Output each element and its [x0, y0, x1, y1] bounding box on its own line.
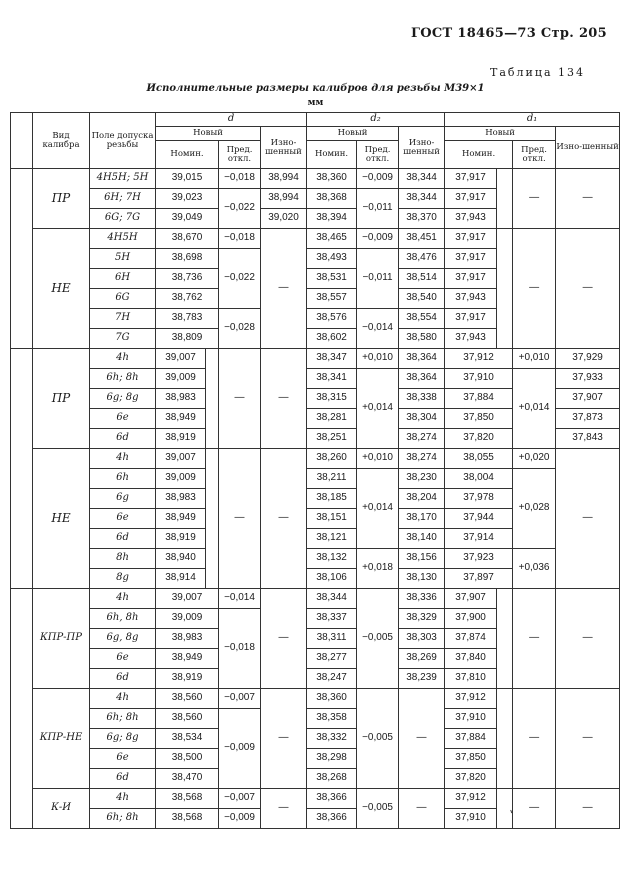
head-pole: Поле допуска резьбы — [90, 113, 156, 169]
cell: 39,023 — [156, 189, 219, 209]
field: 6G; 7G — [90, 209, 156, 229]
cell: −0,009 — [357, 229, 399, 249]
cell: 38,783 — [156, 309, 219, 329]
cell: — — [513, 589, 556, 689]
head-d1-worn: Изно-шенный — [556, 127, 620, 169]
cell: 39,015 — [156, 169, 219, 189]
field: 4H5H — [90, 229, 156, 249]
cell: 37,820 — [445, 769, 497, 789]
cell: 38,347 — [307, 349, 357, 369]
cell: 38,762 — [156, 289, 219, 309]
cell: — — [261, 349, 307, 449]
table-row — [11, 789, 620, 809]
cell: 38,514 — [399, 269, 445, 289]
field: 6g; 8g — [90, 729, 156, 749]
table-row — [11, 169, 620, 189]
cell: 38,366 — [307, 789, 357, 809]
field: 4h — [90, 449, 156, 469]
table-row — [11, 469, 620, 489]
dimensions-table — [10, 112, 620, 829]
cell: 37,843 — [556, 429, 620, 449]
cell: 37,917 — [445, 229, 497, 249]
cell: 38,809 — [156, 329, 219, 349]
cell: −0,005 — [357, 589, 399, 689]
cell: 37,912 — [445, 349, 513, 369]
cell: 39,009 — [156, 469, 206, 489]
cell: −0,007 — [219, 789, 261, 809]
cell: 38,949 — [156, 649, 219, 669]
cell: 38,269 — [399, 649, 445, 669]
field: 6H — [90, 269, 156, 289]
cell: 38,360 — [307, 169, 357, 189]
cell: 38,004 — [445, 469, 513, 489]
cell: 37,850 — [445, 749, 497, 769]
cell: 38,140 — [399, 529, 445, 549]
cell: 38,568 — [156, 809, 219, 829]
cell: 38,251 — [307, 429, 357, 449]
cell: — — [556, 449, 620, 589]
cell: 38,358 — [307, 709, 357, 729]
cell: 38,185 — [307, 489, 357, 509]
cell: — — [513, 229, 556, 349]
cell: 37,910 — [445, 709, 497, 729]
page-header: ГОСТ 18465—73 Стр. 205 — [411, 26, 607, 41]
cell: 38,540 — [399, 289, 445, 309]
cell: 38,274 — [399, 429, 445, 449]
cell: 39,009 — [156, 369, 206, 389]
cell: 38,451 — [399, 229, 445, 249]
field: 4H5H; 5H — [90, 169, 156, 189]
cell: 38,554 — [399, 309, 445, 329]
cell: — — [261, 589, 307, 689]
cell: 37,917 — [445, 189, 497, 209]
cell: — — [219, 349, 261, 449]
kind-kpr-pr: КПР-ПР — [33, 589, 90, 689]
cell: 38,303 — [399, 629, 445, 649]
cell: 38,338 — [399, 389, 445, 409]
cell: 38,360 — [307, 689, 357, 709]
head-d1-nom: Номин. — [445, 141, 513, 169]
cell: 38,344 — [399, 169, 445, 189]
cell: 38,364 — [399, 349, 445, 369]
cell: 37,910 — [445, 369, 513, 389]
cell: 37,874 — [445, 629, 497, 649]
cell: 38,493 — [307, 249, 357, 269]
kind-k-i: К-И — [33, 789, 90, 829]
cell: 38,983 — [156, 389, 206, 409]
cell: 38,132 — [307, 549, 357, 569]
cell: 38,580 — [399, 329, 445, 349]
cell: — — [219, 449, 261, 589]
cell: 38,919 — [156, 529, 206, 549]
cell: −0,018 — [219, 229, 261, 249]
cell: −0,009 — [357, 169, 399, 189]
table-row — [11, 589, 620, 609]
cell: 38,560 — [156, 709, 219, 729]
cell: 37,917 — [445, 169, 497, 189]
cell: 38,156 — [399, 549, 445, 569]
cell: 37,914 — [445, 529, 513, 549]
head-d2: d₂ — [307, 113, 445, 127]
cell: — — [261, 689, 307, 789]
field: 6h; 8h — [90, 709, 156, 729]
cell: 37,912 — [445, 689, 497, 709]
table-header — [11, 113, 620, 169]
cell: — — [399, 789, 445, 829]
cell: 38,230 — [399, 469, 445, 489]
table-row — [11, 229, 620, 249]
cell: 38,204 — [399, 489, 445, 509]
cell: 38,914 — [156, 569, 206, 589]
cell: 37,907 — [556, 389, 620, 409]
cell: 38,949 — [156, 509, 206, 529]
cell: 38,531 — [307, 269, 357, 289]
kind-ne: НЕ — [33, 229, 90, 349]
cell: 38,329 — [399, 609, 445, 629]
field: 6d — [90, 429, 156, 449]
table-title: Исполнительные размеры калибров для резьбы М39×1 — [146, 83, 485, 94]
field: 4h — [90, 349, 156, 369]
cell: 38,311 — [307, 629, 357, 649]
field: 6d — [90, 769, 156, 789]
cell: 38,366 — [307, 809, 357, 829]
cell: 38,983 — [156, 629, 219, 649]
cell: −0,007 — [219, 689, 261, 709]
cell: 37,912 — [445, 789, 497, 809]
cell: 38,268 — [307, 769, 357, 789]
cell: — — [556, 689, 620, 789]
cell: 38,560 — [156, 689, 219, 709]
cell: 38,394 — [307, 209, 357, 229]
cell: 38,476 — [399, 249, 445, 269]
cell: 37,943 — [445, 289, 497, 309]
cell: 37,873 — [556, 409, 620, 429]
cell: — — [399, 689, 445, 789]
field: 6g — [90, 489, 156, 509]
cell: 37,929 — [556, 349, 620, 369]
cell: 38,341 — [307, 369, 357, 389]
cell: 38,170 — [399, 509, 445, 529]
cell: 38,698 — [156, 249, 219, 269]
kind-pr: ПР — [33, 169, 90, 229]
cell: 38,106 — [307, 569, 357, 589]
cell: 38,994 — [261, 189, 307, 209]
head-d2-nom: Номин. — [307, 141, 357, 169]
cell: 37,897 — [445, 569, 513, 589]
cell: 38,370 — [399, 209, 445, 229]
cell: 37,884 — [445, 729, 497, 749]
cell: — — [513, 689, 556, 789]
note-ne-bolee: не более — [510, 790, 513, 827]
cell: 39,009 — [156, 609, 219, 629]
cell: 37,944 — [445, 509, 513, 529]
field: 6h; 8h — [90, 809, 156, 829]
cell: −0,011 — [357, 249, 399, 309]
table-row — [11, 349, 620, 369]
cell: 38,121 — [307, 529, 357, 549]
table-row — [11, 369, 620, 389]
cell: — — [556, 589, 620, 689]
cell: +0,014 — [357, 369, 399, 449]
cell: −0,028 — [219, 309, 261, 349]
cell: 38,304 — [399, 409, 445, 429]
head-d2-new: Новый — [307, 127, 399, 141]
kind-pr-ring: ПР — [33, 349, 90, 449]
cell: 38,500 — [156, 749, 219, 769]
cell: −0,009 — [219, 809, 261, 829]
table-units: мм — [307, 98, 324, 108]
cell: −0,011 — [357, 189, 399, 229]
cell: −0,018 — [219, 609, 261, 689]
cell: 38,940 — [156, 549, 206, 569]
cell: 37,917 — [445, 269, 497, 289]
field: 6G — [90, 289, 156, 309]
cell: 38,736 — [156, 269, 219, 289]
cell: 38,337 — [307, 609, 357, 629]
cell: +0,010 — [357, 349, 399, 369]
cell: 38,055 — [445, 449, 513, 469]
cell: 37,943 — [445, 329, 497, 349]
field: 6g, 8g — [90, 629, 156, 649]
cell: −0,005 — [357, 789, 399, 829]
field: 6g; 8g — [90, 389, 156, 409]
cell: 38,315 — [307, 389, 357, 409]
head-d2-worn: Изно-шенный — [399, 127, 445, 169]
cell: 39,007 — [156, 589, 219, 609]
field: 8g — [90, 569, 156, 589]
head-d1-new: Новый — [445, 127, 556, 141]
cell: 37,820 — [445, 429, 513, 449]
table-number: Таблица 134 — [490, 66, 585, 79]
cell: 38,151 — [307, 509, 357, 529]
table-row — [11, 449, 620, 469]
cell: — — [556, 229, 620, 349]
head-d1-pred: Пред. откл. — [513, 141, 556, 169]
head-d-pred: Пред. откл. — [219, 141, 261, 169]
cell: −0,018 — [219, 169, 261, 189]
table-row — [11, 689, 620, 709]
cell: +0,036 — [513, 549, 556, 589]
cell: — — [556, 169, 620, 229]
head-d1: d₁ — [445, 113, 620, 127]
cell: 38,534 — [156, 729, 219, 749]
cell: — — [261, 449, 307, 589]
cell: 38,602 — [307, 329, 357, 349]
cell: 38,470 — [156, 769, 219, 789]
field: 6e — [90, 509, 156, 529]
cell: −0,005 — [357, 689, 399, 789]
cell: 38,298 — [307, 749, 357, 769]
field: 6h — [90, 469, 156, 489]
head-d-worn: Изно-шенный — [261, 127, 307, 169]
cell: — — [556, 789, 620, 829]
cell: 38,364 — [399, 369, 445, 389]
field: 6e — [90, 649, 156, 669]
cell: 39,020 — [261, 209, 307, 229]
cell: 38,568 — [156, 789, 219, 809]
cell: — — [261, 229, 307, 349]
cell: 38,281 — [307, 409, 357, 429]
cell: 38,277 — [307, 649, 357, 669]
cell: 38,949 — [156, 409, 206, 429]
field: 6h, 8h — [90, 609, 156, 629]
cell: 38,368 — [307, 189, 357, 209]
cell: −0,022 — [219, 189, 261, 229]
cell: 38,994 — [261, 169, 307, 189]
head-d2-pred: Пред. откл. — [357, 141, 399, 169]
cell: 37,900 — [445, 609, 497, 629]
field: 4h — [90, 589, 156, 609]
cell: 37,850 — [445, 409, 513, 429]
cell: 37,910 — [445, 809, 497, 829]
cell: 38,344 — [307, 589, 357, 609]
cell: −0,014 — [219, 589, 261, 609]
cell: +0,028 — [513, 469, 556, 549]
table-row — [11, 549, 620, 569]
cell: +0,020 — [513, 449, 556, 469]
cell: — — [513, 169, 556, 229]
cell: 37,884 — [445, 389, 513, 409]
cell: 37,840 — [445, 649, 497, 669]
cell: — — [261, 789, 307, 829]
cell: 37,923 — [445, 549, 513, 569]
cell: 38,239 — [399, 669, 445, 689]
cell: 39,049 — [156, 209, 219, 229]
cell: 38,557 — [307, 289, 357, 309]
cell: 37,917 — [445, 249, 497, 269]
cell: +0,010 — [357, 449, 399, 469]
field: 8h — [90, 549, 156, 569]
cell: 39,007 — [156, 449, 206, 469]
field: 4h — [90, 789, 156, 809]
cell: 38,336 — [399, 589, 445, 609]
cell: 38,670 — [156, 229, 219, 249]
cell: 39,007 — [156, 349, 206, 369]
cell: 37,917 — [445, 309, 497, 329]
cell: 37,907 — [445, 589, 497, 609]
field: 4h — [90, 689, 156, 709]
cell: +0,014 — [513, 369, 556, 449]
head-d-new: Новый — [156, 127, 261, 141]
field: 6e — [90, 409, 156, 429]
head-d-nom: Номин. — [156, 141, 219, 169]
cell: 38,344 — [399, 189, 445, 209]
cell: 37,978 — [445, 489, 513, 509]
cell: +0,014 — [357, 469, 399, 549]
kind-ne-ring: НЕ — [33, 449, 90, 589]
cell: 38,465 — [307, 229, 357, 249]
field: 7H — [90, 309, 156, 329]
field: 7G — [90, 329, 156, 349]
cell: 38,919 — [156, 669, 219, 689]
cell: −0,022 — [219, 249, 261, 309]
cell: 38,130 — [399, 569, 445, 589]
cell: 37,943 — [445, 209, 497, 229]
cell: 37,810 — [445, 669, 497, 689]
cell: 38,274 — [399, 449, 445, 469]
cell: −0,014 — [357, 309, 399, 349]
cell: 38,211 — [307, 469, 357, 489]
cell: +0,018 — [357, 549, 399, 589]
field: 6d — [90, 669, 156, 689]
field: 6e — [90, 749, 156, 769]
cell: 37,933 — [556, 369, 620, 389]
cell: −0,009 — [219, 709, 261, 789]
cell: — — [513, 789, 556, 829]
cell: 38,260 — [307, 449, 357, 469]
head-d: d — [156, 113, 307, 127]
cell: 38,576 — [307, 309, 357, 329]
cell: 38,332 — [307, 729, 357, 749]
cell: +0,010 — [513, 349, 556, 369]
cell: 38,247 — [307, 669, 357, 689]
cell: 38,983 — [156, 489, 206, 509]
field: 6h; 8h — [90, 369, 156, 389]
kind-kpr-ne: КПР-НЕ — [33, 689, 90, 789]
field: 5H — [90, 249, 156, 269]
field: 6H; 7H — [90, 189, 156, 209]
head-vid: Вид калибра — [33, 113, 90, 169]
cell: 38,919 — [156, 429, 206, 449]
field: 6d — [90, 529, 156, 549]
